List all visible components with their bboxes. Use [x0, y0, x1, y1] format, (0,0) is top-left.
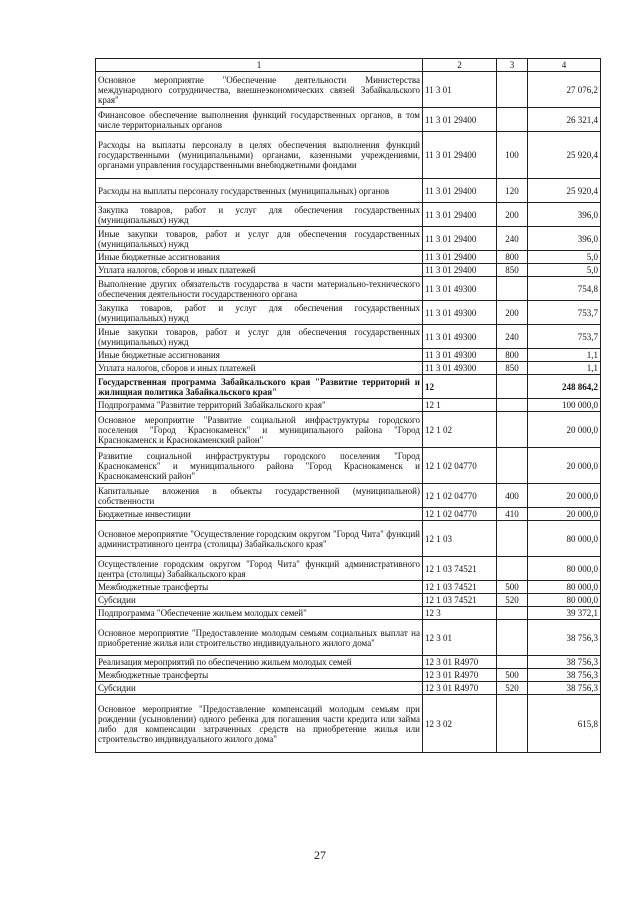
table-row — [96, 412, 601, 448]
row-name-cell: Межбюджетные трансферты — [96, 669, 423, 682]
row-name-cell: Межбюджетные трансферты — [96, 581, 423, 594]
table-row — [96, 301, 601, 325]
row-amount-cell: 39 372,1 — [528, 607, 601, 620]
header-col-3: 3 — [497, 59, 528, 72]
row-expense-type-cell: 800 — [497, 251, 528, 264]
row-expense-type-cell: 850 — [497, 264, 528, 277]
row-code-cell: 11 3 01 49300 — [423, 349, 497, 362]
row-amount-cell: 396,0 — [528, 227, 601, 251]
row-amount-cell: 615,8 — [528, 695, 601, 753]
row-expense-type-cell — [497, 399, 528, 412]
row-name-cell: Финансовое обеспечение выполнения функций государственных органов, в том числе территориальных органов — [96, 108, 423, 132]
row-code-cell: 11 3 01 29400 — [423, 132, 497, 179]
table-row — [96, 72, 601, 108]
row-code-cell: 12 1 02 04770 — [423, 484, 497, 508]
row-code-cell: 12 1 03 74521 — [423, 581, 497, 594]
table-row — [96, 695, 601, 753]
row-expense-type-cell: 240 — [497, 325, 528, 349]
row-expense-type-cell — [497, 72, 528, 108]
row-name-cell: Субсидии — [96, 594, 423, 607]
table-row — [96, 264, 601, 277]
row-expense-type-cell — [497, 375, 528, 399]
page-number: 27 — [314, 848, 326, 862]
header-col-2: 2 — [423, 59, 497, 72]
table-row — [96, 325, 601, 349]
row-amount-cell: 38 756,3 — [528, 669, 601, 682]
row-code-cell: 11 3 01 29400 — [423, 108, 497, 132]
row-name-cell: Подпрограмма "Обеспечение жильем молодых семей" — [96, 607, 423, 620]
row-amount-cell: 80 000,0 — [528, 521, 601, 557]
row-name-cell: Бюджетные инвестиции — [96, 508, 423, 521]
row-expense-type-cell — [497, 108, 528, 132]
row-code-cell: 12 1 03 74521 — [423, 594, 497, 607]
header-col-4: 4 — [528, 59, 601, 72]
row-code-cell: 11 3 01 29400 — [423, 264, 497, 277]
row-expense-type-cell — [497, 607, 528, 620]
row-expense-type-cell — [497, 277, 528, 301]
row-expense-type-cell: 800 — [497, 349, 528, 362]
row-name-cell: Основное мероприятие "Предоставление молодым семьям социальных выплат на приобретение жилья или строительство индивидуального жилого дома" — [96, 620, 423, 656]
row-expense-type-cell: 400 — [497, 484, 528, 508]
row-name-cell: Капитальные вложения в объекты государственной (муниципальной) собственности — [96, 484, 423, 508]
row-expense-type-cell: 520 — [497, 682, 528, 695]
row-amount-cell: 80 000,0 — [528, 594, 601, 607]
row-code-cell: 12 3 01 — [423, 620, 497, 656]
row-expense-type-cell: 200 — [497, 301, 528, 325]
header-col-1: 1 — [96, 59, 423, 72]
table-row — [96, 607, 601, 620]
row-amount-cell: 100 000,0 — [528, 399, 601, 412]
table-row — [96, 362, 601, 375]
budget-table — [95, 58, 601, 753]
table-row — [96, 669, 601, 682]
row-code-cell: 12 1 03 — [423, 521, 497, 557]
row-name-cell: Подпрограмма "Развитие территорий Забайкальского края" — [96, 399, 423, 412]
row-expense-type-cell: 410 — [497, 508, 528, 521]
row-amount-cell: 27 076,2 — [528, 72, 601, 108]
table-row — [96, 132, 601, 179]
row-expense-type-cell: 500 — [497, 581, 528, 594]
table-row — [96, 682, 601, 695]
row-code-cell: 11 3 01 29400 — [423, 203, 497, 227]
row-code-cell: 11 3 01 29400 — [423, 179, 497, 203]
row-expense-type-cell — [497, 521, 528, 557]
row-expense-type-cell: 850 — [497, 362, 528, 375]
row-code-cell: 11 3 01 49300 — [423, 325, 497, 349]
row-name-cell: Осуществление городским округом "Город Чита" функций административного центра (столицы) Забайкальского края — [96, 557, 423, 581]
row-name-cell: Государственная программа Забайкальского края "Развитие территорий и жилищная политика Забайкальского края" — [96, 375, 423, 399]
row-expense-type-cell: 240 — [497, 227, 528, 251]
row-amount-cell: 753,7 — [528, 325, 601, 349]
row-expense-type-cell: 100 — [497, 132, 528, 179]
row-code-cell: 12 3 01 R4970 — [423, 656, 497, 669]
row-code-cell: 11 3 01 49300 — [423, 301, 497, 325]
row-code-cell: 12 3 01 R4970 — [423, 669, 497, 682]
row-amount-cell: 5,0 — [528, 251, 601, 264]
row-amount-cell: 38 756,3 — [528, 682, 601, 695]
table-row — [96, 508, 601, 521]
row-name-cell: Расходы на выплаты персоналу в целях обеспечения выполнения функций государственными (муниципальными) органами, казенными учреждениями, органами управления государственными внебюджетными фондами — [96, 132, 423, 179]
table-row — [96, 448, 601, 484]
row-amount-cell: 80 000,0 — [528, 557, 601, 581]
row-name-cell: Выполнение других обязательств государства в части материально-технического обеспечения деятельности государственного органа — [96, 277, 423, 301]
table-row — [96, 251, 601, 264]
table-row — [96, 349, 601, 362]
row-name-cell: Иные закупки товаров, работ и услуг для обеспечения государственных (муниципальных) нужд — [96, 227, 423, 251]
row-expense-type-cell — [497, 557, 528, 581]
table-header-row — [96, 59, 601, 72]
table-row — [96, 375, 601, 399]
row-amount-cell: 396,0 — [528, 203, 601, 227]
row-code-cell: 11 3 01 29400 — [423, 251, 497, 264]
table-row — [96, 277, 601, 301]
row-code-cell: 11 3 01 49300 — [423, 362, 497, 375]
row-name-cell: Закупка товаров, работ и услуг для обеспечения государственных (муниципальных) нужд — [96, 203, 423, 227]
row-amount-cell: 20 000,0 — [528, 412, 601, 448]
table-row — [96, 179, 601, 203]
table-row — [96, 581, 601, 594]
row-name-cell: Иные бюджетные ассигнования — [96, 349, 423, 362]
row-name-cell: Основное мероприятие "Развитие социальной инфраструктуры городского поселения "Город Краснокаменск" и муниципального района "Город Краснокаменск и Краснокаменский район" — [96, 412, 423, 448]
row-amount-cell: 80 000,0 — [528, 581, 601, 594]
row-code-cell: 12 1 02 04770 — [423, 448, 497, 484]
row-code-cell: 12 — [423, 375, 497, 399]
row-expense-type-cell — [497, 448, 528, 484]
table-row — [96, 108, 601, 132]
row-code-cell: 12 3 01 R4970 — [423, 682, 497, 695]
row-name-cell: Закупка товаров, работ и услуг для обеспечения государственных (муниципальных) нужд — [96, 301, 423, 325]
row-expense-type-cell — [497, 620, 528, 656]
row-amount-cell: 1,1 — [528, 362, 601, 375]
row-amount-cell: 753,7 — [528, 301, 601, 325]
row-code-cell: 12 3 02 — [423, 695, 497, 753]
row-expense-type-cell: 520 — [497, 594, 528, 607]
row-name-cell: Основное мероприятие "Осуществление городским округом "Город Чита" функций административного центра (столицы) Забайкальского края" — [96, 521, 423, 557]
table-row — [96, 399, 601, 412]
row-name-cell: Субсидии — [96, 682, 423, 695]
row-code-cell: 12 1 02 04770 — [423, 508, 497, 521]
table-row — [96, 203, 601, 227]
row-amount-cell: 20 000,0 — [528, 508, 601, 521]
row-name-cell: Реализация мероприятий по обеспечению жильем молодых семей — [96, 656, 423, 669]
row-amount-cell: 1,1 — [528, 349, 601, 362]
row-expense-type-cell: 200 — [497, 203, 528, 227]
row-amount-cell: 754,8 — [528, 277, 601, 301]
row-name-cell: Уплата налогов, сборов и иных платежей — [96, 362, 423, 375]
row-amount-cell: 20 000,0 — [528, 448, 601, 484]
table-row — [96, 484, 601, 508]
table-row — [96, 620, 601, 656]
budget-table-body — [96, 59, 601, 753]
row-amount-cell: 38 756,3 — [528, 656, 601, 669]
row-expense-type-cell: 500 — [497, 669, 528, 682]
row-name-cell: Иные закупки товаров, работ и услуг для обеспечения государственных (муниципальных) нужд — [96, 325, 423, 349]
row-expense-type-cell: 120 — [497, 179, 528, 203]
row-name-cell: Развитие социальной инфраструктуры городского поселения "Город Краснокаменск" и муниципального района "Город Краснокаменск и Краснокаменский район" — [96, 448, 423, 484]
row-code-cell: 11 3 01 49300 — [423, 277, 497, 301]
row-code-cell: 12 3 — [423, 607, 497, 620]
row-amount-cell: 20 000,0 — [528, 484, 601, 508]
row-amount-cell: 248 864,2 — [528, 375, 601, 399]
table-row — [96, 594, 601, 607]
table-row — [96, 557, 601, 581]
row-expense-type-cell — [497, 412, 528, 448]
row-amount-cell: 25 920,4 — [528, 132, 601, 179]
row-name-cell: Иные бюджетные ассигнования — [96, 251, 423, 264]
row-code-cell: 12 1 02 — [423, 412, 497, 448]
row-code-cell: 11 3 01 — [423, 72, 497, 108]
row-amount-cell: 38 756,3 — [528, 620, 601, 656]
row-name-cell: Уплата налогов, сборов и иных платежей — [96, 264, 423, 277]
row-amount-cell: 5,0 — [528, 264, 601, 277]
table-row — [96, 656, 601, 669]
table-row — [96, 227, 601, 251]
row-code-cell: 11 3 01 29400 — [423, 227, 497, 251]
row-amount-cell: 25 920,4 — [528, 179, 601, 203]
row-name-cell: Основное мероприятие "Обеспечение деятельности Министерства международного сотрудничества, внешнеэкономических связей Забайкальского края" — [96, 72, 423, 108]
row-code-cell: 12 1 03 74521 — [423, 557, 497, 581]
budget-table-page — [95, 58, 600, 753]
row-expense-type-cell — [497, 695, 528, 753]
table-row — [96, 521, 601, 557]
row-amount-cell: 26 321,4 — [528, 108, 601, 132]
row-code-cell: 12 1 — [423, 399, 497, 412]
row-expense-type-cell — [497, 656, 528, 669]
row-name-cell: Расходы на выплаты персоналу государственных (муниципальных) органов — [96, 179, 423, 203]
row-name-cell: Основное мероприятие "Предоставление компенсаций молодым семьям при рождении (усыновлении) одного ребенка для погашения части кредита или займа либо для компенсации затраченных средств на приобретение жилья или строительство индивидуального жилого дома" — [96, 695, 423, 753]
